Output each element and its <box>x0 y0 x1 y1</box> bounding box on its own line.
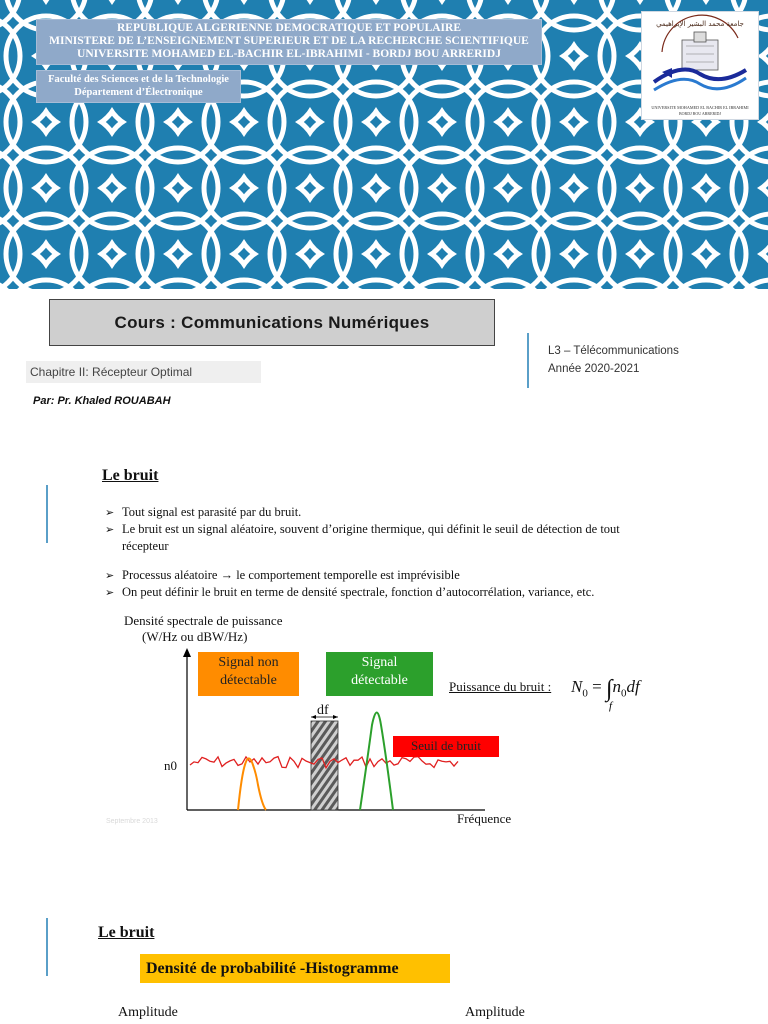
x-axis-label: Fréquence <box>457 811 512 826</box>
author: Par: Pr. Khaled ROUABAH <box>33 395 171 407</box>
divider-line <box>46 918 48 976</box>
section-heading: Le bruit <box>102 467 159 484</box>
formula-bound: f <box>609 700 613 712</box>
watermark: Septembre 2013 <box>106 818 158 825</box>
power-label: Puissance du bruit : <box>449 679 552 694</box>
university-logo <box>641 11 759 120</box>
logo-arabic: جامعة محمد البشير الإبراهيمي <box>656 20 744 28</box>
faculty-line: Département d’Électronique <box>74 87 203 98</box>
divider-line <box>46 485 48 543</box>
faculty-header <box>36 70 241 103</box>
undetectable-label: Signal non <box>218 655 279 670</box>
figure-ylabel-unit: (W/Hz ou dBW/Hz) <box>142 629 248 644</box>
bullet-list <box>105 504 645 555</box>
df-label: df <box>317 703 329 718</box>
university-line: REPUBLIQUE ALGERIENNE DEMOCRATIQUE ET POPULAIRE <box>117 22 461 34</box>
undetectable-signal-box <box>198 652 299 696</box>
formula-equals: = <box>592 677 602 696</box>
amplitude-label-left: Amplitude <box>118 1005 178 1020</box>
logo-graphic <box>642 12 758 119</box>
figure-ylabel: Densité spectrale de puissance <box>124 613 283 628</box>
formula-n: n <box>612 677 622 696</box>
undetectable-signal-curve <box>238 758 266 810</box>
detectable-signal-box <box>326 652 433 696</box>
divider-line <box>527 333 529 388</box>
faculty-line: Faculté des Sciences et de la Technologie <box>48 74 229 85</box>
bullet-item: ➢ On peut définir le bruit en terme de densité spectrale, fonction d’autocorrélation, variance, etc. <box>105 584 705 601</box>
n0-label: n0 <box>164 758 177 773</box>
undetectable-label: détectable <box>220 673 277 688</box>
formula-df: df <box>626 677 640 696</box>
detectable-label: Signal <box>361 655 398 670</box>
level-label: L3 – Télécommunications <box>548 345 679 357</box>
chapter-label: Chapitre II: Récepteur Optimal <box>26 361 261 383</box>
detectable-label: détectable <box>351 673 408 688</box>
bullet-item: ➢ Processus aléatoire → le comportement temporelle est imprévisible <box>105 567 705 584</box>
logo-subcaption: BORDJ BOU ARRERIDJ <box>678 111 722 116</box>
year-label: Année 2020-2021 <box>548 363 640 375</box>
course-meta <box>548 342 679 378</box>
formula-sub: 0 <box>582 687 588 700</box>
course-title: Cours : Communications Numériques <box>49 299 495 346</box>
histogram-heading: Densité de probabilité -Histogramme <box>140 954 450 983</box>
threshold-box: Seuil de bruit <box>393 736 499 757</box>
section-heading: Le bruit <box>98 924 155 941</box>
noise-power-formula <box>571 672 640 702</box>
amplitude-label-right: Amplitude <box>465 1005 525 1020</box>
integral-icon: ∫ <box>605 676 613 702</box>
formula-sub: 0 <box>621 687 627 700</box>
university-line: MINISTERE DE L’ENSEIGNEMENT SUPERIEUR ET DE LA RECHERCHE SCIENTIFIQUE <box>49 35 529 47</box>
university-header <box>36 19 542 65</box>
y-axis-arrow <box>183 648 191 657</box>
university-line: UNIVERSITE MOHAMED EL-BACHIR EL-IBRAHIMI - BORDJ BOU ARRERIDJ <box>77 48 501 60</box>
logo-caption: UNIVERSITE MOHAMED EL BACHIR EL IBRAHIMI <box>651 105 749 110</box>
bullet-list <box>105 567 705 601</box>
formula-N: N <box>571 677 583 696</box>
bullet-item: ➢ Tout signal est parasité par du bruit. <box>105 504 645 521</box>
bullet-item: ➢ Le bruit est un signal aléatoire, souvent d’origine thermique, qui définit le seuil de détection de tout récepteur <box>105 521 645 555</box>
